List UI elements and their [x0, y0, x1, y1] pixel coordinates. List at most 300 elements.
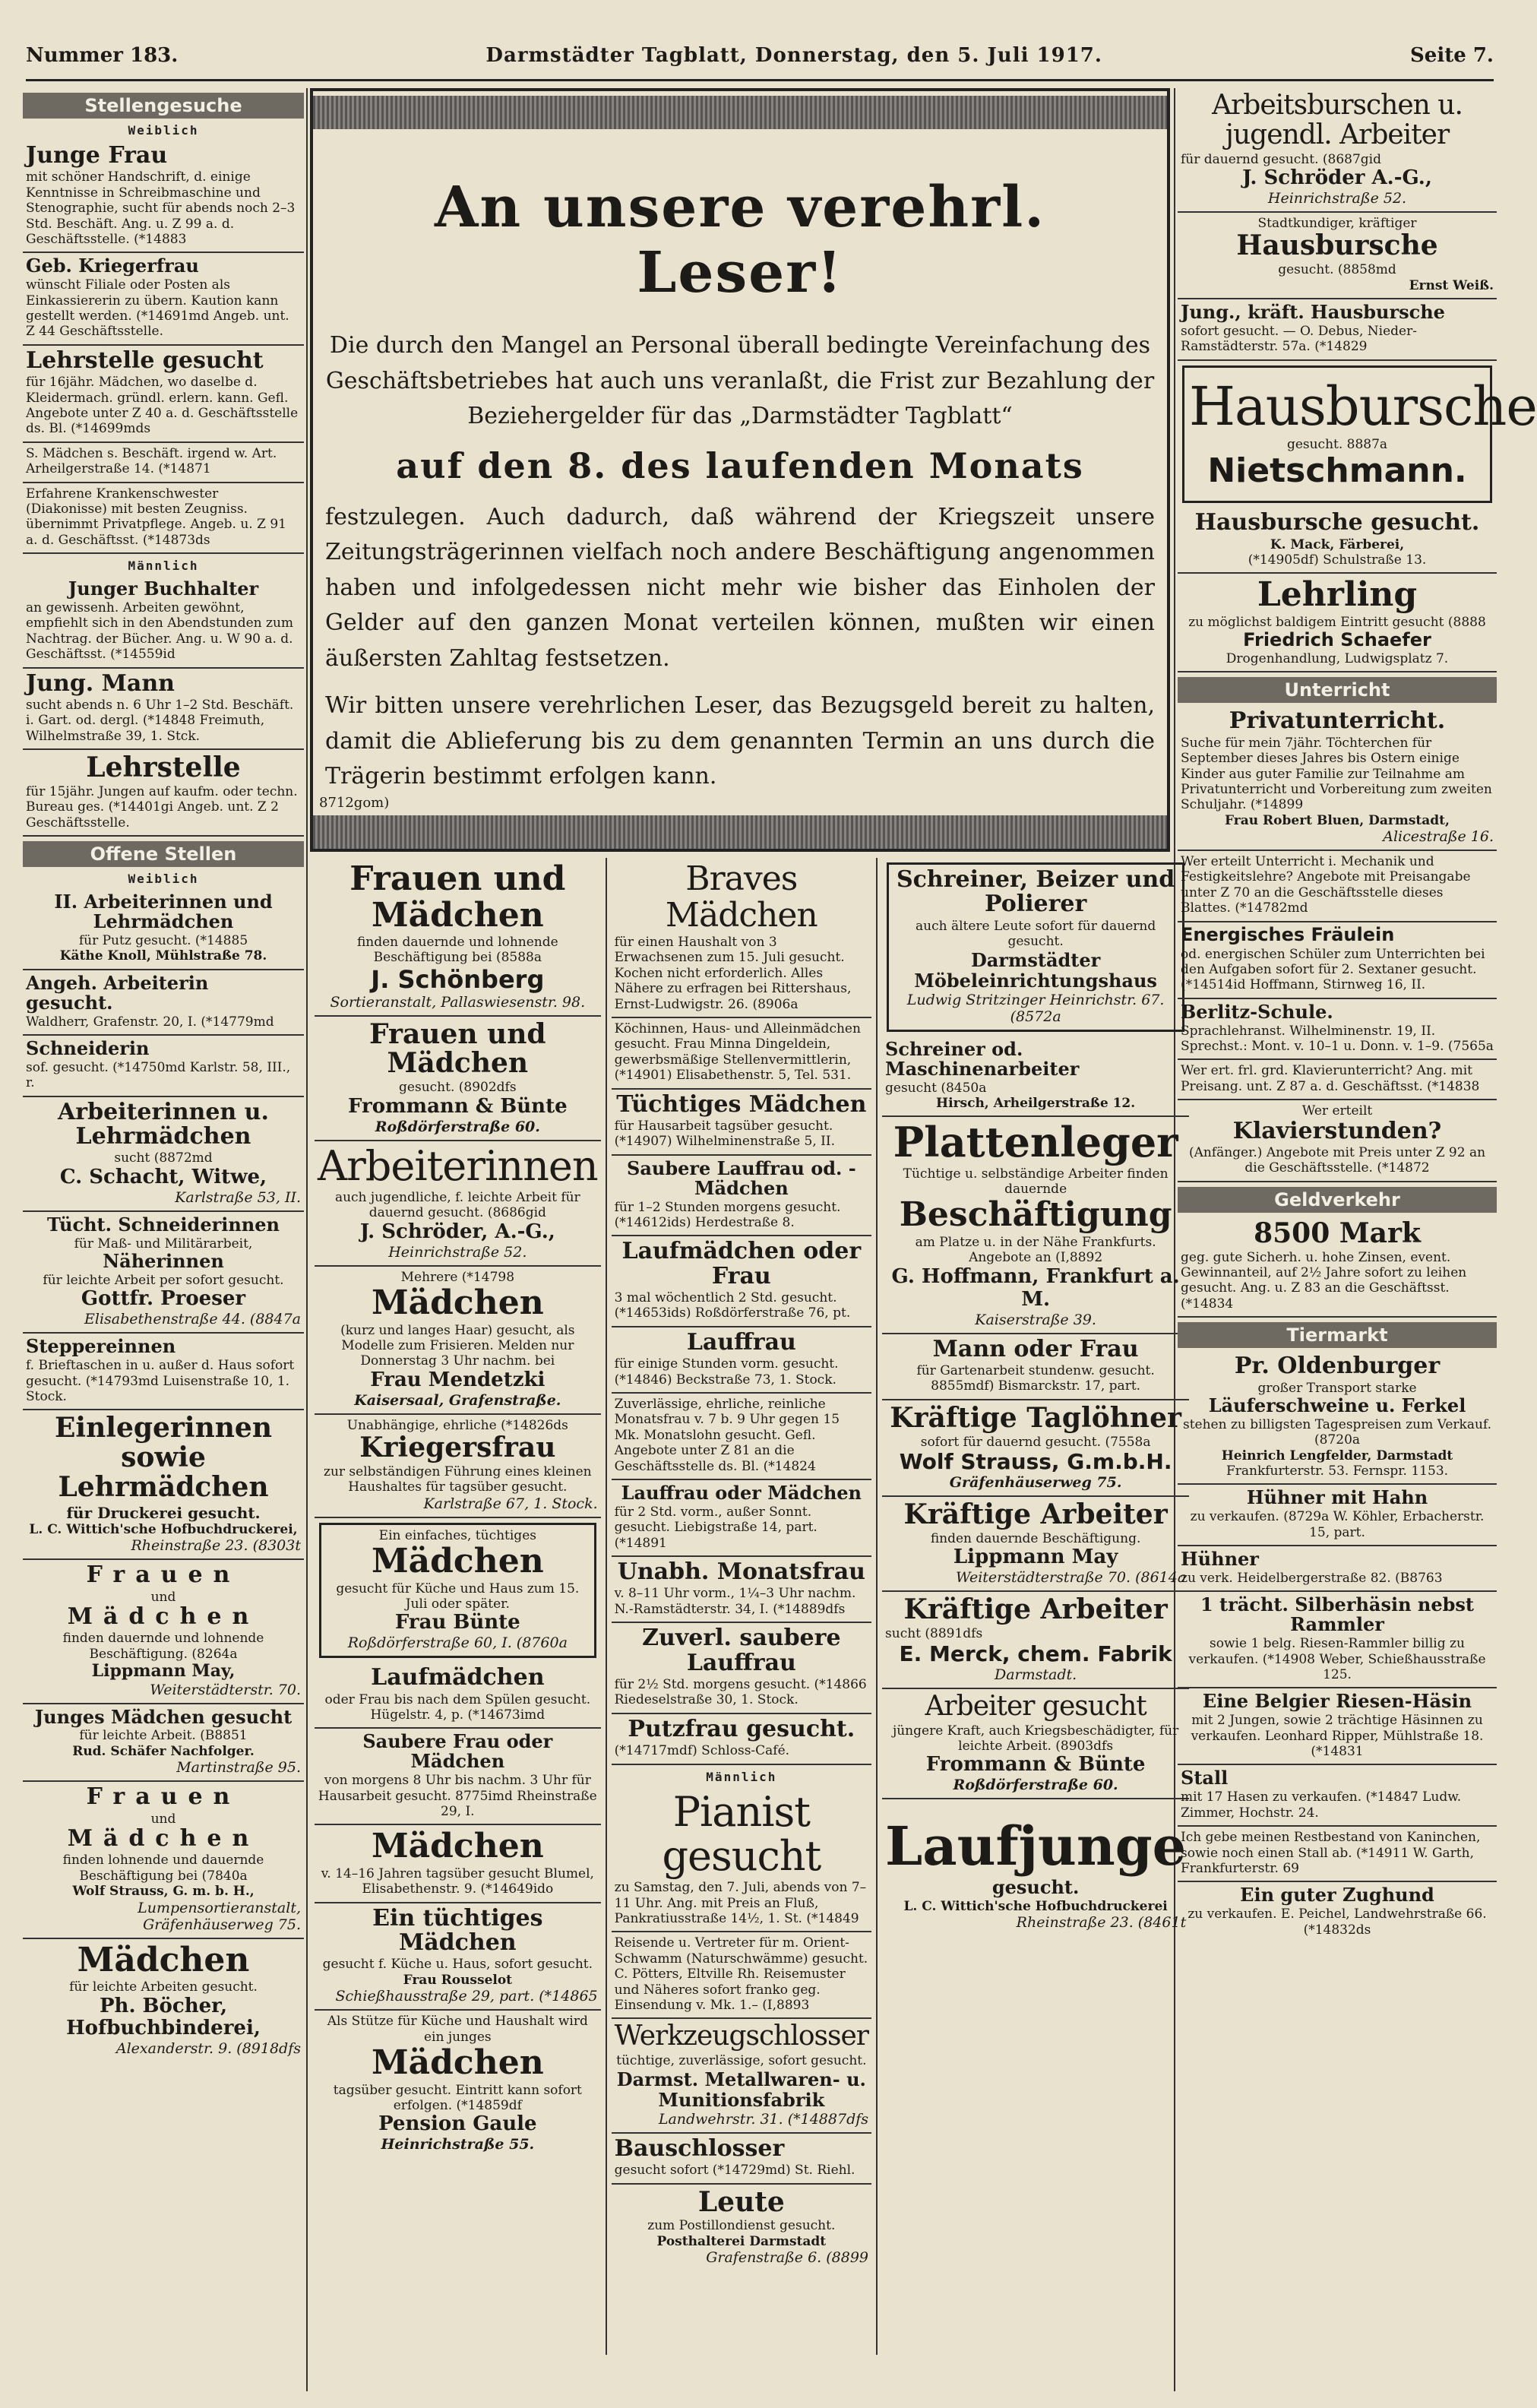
ad-address: Kaiserstraße 39. [975, 1311, 1096, 1328]
middle-column [310, 88, 1187, 2391]
classified-ad [315, 1663, 601, 1729]
ad-body: 3 mal wöchentlich 2 Std. gesucht. (*14653ids) Roßdörferstraße 76, pt. [614, 1290, 851, 1321]
ad-address: Alicestraße 16. [1383, 828, 1494, 846]
ad-body: Wer erteilt Unterricht i. Mechanik und Festigkeitslehre? Angebote mit Preisangabe unter Z 70 an die Geschäftsstelle dieses Blattes. (*14782md [1181, 854, 1471, 916]
ad-body: am Platze u. in der Nähe Frankfurts. Angebote an (I,8892 [915, 1234, 1156, 1266]
right-column [1178, 88, 1537, 2391]
ad-body: v. 14–16 Jahren tagsüber gesucht Blumel, Elisabethenstr. 9. (*14649ido [321, 1865, 594, 1897]
ad-head: Klavierstunden? [1232, 1117, 1442, 1144]
issue-number: Nummer 183. [26, 44, 179, 67]
ad-body: Ich gebe meinen Restbestand von Kaninchen, sowie noch einen Stall ab. (*14911 W. Garth, Frankfurterstr. 69 [1181, 1830, 1481, 1876]
ad-head: Kräftige Arbeiter [903, 1593, 1168, 1626]
classified-ad [882, 1400, 1189, 1497]
ad-firm: Ernst Weiß. [1409, 277, 1494, 293]
ad-body: für leichte Arbeiten gesucht. [69, 1979, 258, 1995]
ad-body: und [150, 1589, 176, 1605]
ad-head: Privatunterricht. [1229, 707, 1446, 735]
ad-body: finden dauernde und lohnende Beschäftigung bei (8588a [356, 935, 558, 966]
ad-head: Jung., kräft. Hausbursche [1181, 301, 1445, 324]
classified-ad [1178, 1485, 1497, 1546]
classified-ad [612, 1090, 871, 1156]
ad-head: Hühner mit Hahn [1246, 1486, 1428, 1509]
ad-pre: Mehrere (*14798 [400, 1269, 515, 1285]
ad-head: Saubere Frau oder Mädchen [362, 1730, 553, 1773]
ad-body: od. energischen Schüler zum Unterrichten bei den Aufgaben sofort für 2. Sextaner gesucht. (*14514id Hoffmann, Stirnweg 16, II. [1181, 946, 1485, 993]
ad-body: für Putz gesucht. (*14885 [78, 933, 248, 948]
ad-head: Arbeitsburschen u. jugendl. Arbeiter [1212, 90, 1463, 150]
ad-body: tagsüber gesucht. Eintritt kann sofort erfolgen. (*14859df [333, 2082, 582, 2113]
ad-head: Energisches Fräulein [1181, 923, 1395, 945]
classified-ad [1178, 1765, 1497, 1827]
classified-ad [882, 1592, 1189, 1688]
ad-body: an gewissenh. Arbeiten gewöhnt, empfiehlt sich in den Abendstunden zum Nachtrag. der Bücher. Ang. u. W 90 a. d. Geschäftsst. (*14559id [26, 600, 294, 663]
ad-head: Werkzeugschlosser [614, 2020, 869, 2052]
classified-ad [1178, 851, 1497, 922]
ad-body: zu möglichst baldigem Eintritt gesucht (8888 [1188, 614, 1486, 630]
classified-ad [612, 2134, 871, 2185]
ad-body: sucht (8891dfs [885, 1626, 983, 1642]
ad-body: Waldherr, Grafenstr. 20, I. (*14779md [26, 1014, 274, 1030]
page-number: Seite 7. [1410, 44, 1494, 67]
ad-firm: Frommann & Bünte [925, 1753, 1146, 1777]
ad-body: für einige Stunden vorm. gesucht. (*14846) Beckstraße 73, 1. Stock. [614, 1356, 839, 1388]
ad-address: Grafenstraße 6. (8899 [706, 2249, 869, 2267]
ad-body: gesucht sofort (*14729md) St. Riehl. [614, 2163, 855, 2179]
ad-head: Tüchtiges Mädchen [616, 1090, 867, 1118]
ad-body: zu verk. Heidelbergerstraße 82. (B8763 [1181, 1571, 1443, 1587]
ad-body: für Gartenarbeit stundenw. gesucht. 8855mdf) Bismarckstr. 17, part. [916, 1362, 1155, 1394]
classified-ad [23, 970, 304, 1036]
ad-head: Lauffrau [686, 1328, 796, 1356]
ad-firm: Hirsch, Arheilgerstraße 12. [936, 1095, 1136, 1111]
classified-ad [887, 862, 1184, 1032]
ad-head: Braves Mädchen [665, 859, 818, 935]
ad-head: Einlegerinnen sowie Lehrmädchen [54, 1412, 272, 1504]
classified-ad [882, 1689, 1189, 1800]
ad-body: gesucht. (8902dfs [399, 1080, 517, 1096]
ad-head: Hausbursche gesucht. [1194, 509, 1480, 536]
classified-ad [612, 1623, 871, 1714]
classified-ad [612, 1156, 871, 1237]
ad-head: Bauschlosser [614, 2134, 785, 2162]
ad-body: auch ältere Leute sofort für dauernd gesucht. [916, 918, 1156, 950]
ad-head: Eine Belgier Riesen-Häsin [1202, 1690, 1472, 1713]
ad-firm: Gottfr. Proeser [81, 1287, 246, 1311]
ad-head: Mädchen [67, 1603, 260, 1631]
ad-firm: Nietschmann. [1207, 451, 1467, 490]
ad-firm: Frau Rousselot [403, 1972, 513, 1988]
ad-body: f. Brieftaschen in u. außer d. Haus sofort gesucht. (*14793md Luisenstraße 10, 1. Stock. [26, 1358, 295, 1404]
ad-firm: Darmstädter Möbeleinrichtungshaus [914, 948, 1157, 992]
ad-firm: Käthe Knoll, Mühlstraße 78. [59, 948, 267, 964]
classified-ad [23, 1704, 304, 1783]
ad-body: sofort gesucht. — O. Debus, Nieder-Ramstädterstr. 57a. (*14829 [1181, 323, 1417, 355]
classified-ad [612, 1394, 871, 1480]
ad-body: für 16jähr. Mädchen, wo daselbe d. Kleidermach. gründl. erlern. kann. Gefl. Angebote unter Z 40 a. d. Geschäftsstelle ds. Bl. (*14699mds [26, 375, 299, 437]
ad-body: finden lohnende und dauernde Beschäftigung bei (7840a [62, 1853, 264, 1884]
classified-ad [23, 253, 304, 345]
classified-ad [1178, 1060, 1497, 1100]
classified-ad [315, 1415, 601, 1518]
ad-body: Tüchtige u. selbständige Arbeiter finden dauernde [903, 1166, 1169, 1198]
ad-head: Kriegersfrau [359, 1431, 556, 1463]
ad-head: Arbeiterinnen [318, 1141, 598, 1190]
ad-body: Zuverlässige, ehrliche, reinliche Monatsfrau v. 7 b. 9 Uhr gegen 15 Mk. Monatslohn gesucht. Gefl. Angebote unter Z 81 an die Geschäftsstelle ds. Bl. (*14824 [614, 1397, 840, 1474]
ad-head: II. Arbeiterinnen und Lehrmädchen [54, 891, 273, 933]
classified-ad [23, 443, 304, 483]
ad-firm: Frommann & Bünte [348, 1094, 568, 1118]
classified-ad [1178, 574, 1497, 672]
classified-ad [612, 2019, 871, 2133]
notice-code: 8712gom) [319, 795, 390, 811]
classified-ad [1178, 1688, 1497, 1765]
classified-ad [23, 1212, 304, 1334]
classified-ad [612, 1327, 871, 1394]
notice-bottom-bar [313, 815, 1167, 849]
ad-body: für dauernd gesucht. (8687gid [1181, 151, 1381, 167]
ad-address: Heinrichstraße 55. [381, 2136, 535, 2153]
ad-firm: Friedrich Schaefer [1243, 629, 1431, 651]
ad-body: gesucht. 8887a [1286, 437, 1388, 453]
ad-body: und [150, 1811, 176, 1827]
ad-head: Frauen [86, 1783, 241, 1811]
notice-deadline: auf den 8. des laufenden Monats [396, 445, 1084, 486]
ad-address: Roßdörferstraße 60. [953, 1777, 1118, 1794]
ad-body: für Hausarbeit tagsüber gesucht. (*14907) Wilhelminenstraße 5, II. [614, 1118, 835, 1150]
left-column [23, 88, 304, 2391]
ad-firm: Lippmann May, [91, 1661, 236, 1682]
classified-ad [315, 1017, 601, 1141]
ad-body: jüngere Kraft, auch Kriegsbeschädigter, für leichte Arbeit. (8903dfs [892, 1723, 1179, 1755]
classified-ad [1178, 299, 1497, 361]
ad-body: sofort für dauernd gesucht. (7558a [920, 1434, 1151, 1450]
notice-title: An unsere verehrl. Leser! [435, 175, 1045, 305]
classified-ad [1178, 1882, 1497, 1942]
classified-ad [315, 858, 601, 1017]
notice-top-bar [313, 96, 1167, 129]
classified-ad [612, 1557, 871, 1623]
ad-pre: Als Stütze für Küche und Haushalt wird ein junges [327, 2014, 588, 2045]
ad-body: wünscht Filiale oder Posten als Einkassiererin zu übern. Kaution kann gestellt werden. (*14691md Angeb. unt. Z 44 Geschäftsstelle. [26, 277, 289, 340]
classified-ad [1178, 706, 1497, 851]
column-divider [306, 88, 308, 2391]
ad-head: Pr. Oldenburger [1234, 1353, 1441, 1380]
ad-body: Sprachlehranst. Wilhelminenstr. 19, II. Sprechst.: Mont. v. 10–1 u. Donn. v. 1–9. (7565a [1181, 1023, 1494, 1054]
subhead-maennlich: Männlich [128, 558, 199, 574]
ad-body: zur selbständigen Führung eines kleinen Haushaltes für tagsüber gesucht. [324, 1463, 592, 1495]
classified-ad [23, 889, 304, 970]
ad-head: Ein guter Zughund [1240, 1884, 1434, 1906]
ad-body: für Druckerei gesucht. [66, 1503, 261, 1522]
subcolumn-1 [310, 858, 607, 2355]
classified-ad [612, 1787, 871, 1933]
ad-firm: Frau Mendetzki [370, 1368, 546, 1391]
ad-address: Alexanderstr. 9. (8918dfs [115, 2040, 301, 2058]
ad-address: Gräfenhäuserweg 75. [949, 1474, 1122, 1492]
classified-ad [1178, 1216, 1497, 1318]
ad-address: Weiterstädterstraße 70. (8614a [955, 1569, 1187, 1587]
ad-head: Hausbursche [1189, 375, 1537, 438]
classified-ad [23, 1334, 304, 1410]
section-tiermarkt: Tiermarkt [1178, 1322, 1497, 1348]
ad-head: Putzfrau gesucht. [628, 1715, 855, 1742]
ad-head: Berlitz-Schule. [1181, 1000, 1333, 1023]
ad-firm: C. Schacht, Witwe, [59, 1165, 267, 1188]
ad-firm: Ph. Böcher, Hofbuchbinderei, [66, 1994, 261, 2040]
ad-body: Wer ert. frl. grd. Klavierunterricht? Ang. mit Preisang. unt. Z 87 a. d. Geschäftsst. (*14838 [1181, 1063, 1480, 1094]
ad-head: Stall [1181, 1767, 1229, 1789]
ad-address: Frankfurterstr. 53. Fernspr. 1153. [1225, 1463, 1449, 1479]
ad-body: (*14717mdf) Schloss-Café. [614, 1743, 790, 1759]
ad-firm: L. C. Wittich'sche Hofbuchdruckerei [903, 1898, 1168, 1914]
ad-address: Roßdörferstraße 60. [375, 1118, 540, 1135]
ad-address: Karlstraße 67, 1. Stock. [423, 1495, 598, 1512]
ad-address: Landwehrstr. 31. (*14887dfs [658, 2110, 869, 2128]
ad-head: Lauffrau oder Mädchen [621, 1482, 862, 1504]
ad-head: Hühner [1181, 1548, 1259, 1571]
ad-address: Heinrichstraße 52. [1267, 190, 1407, 207]
ad-head: Tücht. Schneiderinnen [47, 1213, 280, 1236]
ad-head: Mädchen [67, 1825, 260, 1853]
classified-ad [612, 1018, 871, 1090]
ad-firm: L. C. Wittich'sche Hofbuchdruckerei, [29, 1521, 298, 1537]
ad-firm: Lippmann May [953, 1546, 1118, 1569]
ad-body: großer Transport starke [1257, 1380, 1417, 1396]
ad-body: mit 2 Jungen, sowie 2 trächtige Häsinnen zu verkaufen. Leonhard Ripper, Mühlstraße 18. (*14831 [1191, 1713, 1484, 1760]
classified-ad [882, 1799, 1189, 1935]
ad-body: sucht (8872md [114, 1150, 213, 1166]
ad-head: Kräftige Taglöhner [890, 1401, 1181, 1434]
classified-ad [315, 1267, 601, 1415]
notice-paragraph: festzulegen. Auch dadurch, daß während der Kriegszeit unsere Zeitungsträgerinnen vielfach noch andere Beschäftigung angenommen haben und infolgedessen nicht mehr wie bisher das Einholen der Gelder auf den ganzen Monat verteilen können, mußten wir einen äußersten Zahltag festsetzen. [325, 503, 1155, 672]
ad-body: für 15jähr. Jungen auf kaufm. oder techn. Bureau ges. (*14401gi Angeb. unt. Z 2 Geschäftsstelle. [26, 784, 298, 831]
ad-body: von morgens 8 Uhr bis nachm. 3 Uhr für Hausarbeit gesucht. 8775imd Rheinstraße 29, I. [318, 1773, 597, 1819]
ad-head: Beschäftigung [899, 1195, 1172, 1235]
ad-head: Hausbursche [1236, 229, 1438, 262]
classified-ad [1178, 922, 1497, 999]
classified-ad [315, 2011, 601, 2157]
section-geldverkehr: Geldverkehr [1178, 1187, 1497, 1213]
ad-head: 1 trächt. Silberhäsin nebst Rammler [1200, 1593, 1474, 1636]
ad-head: Arbeiter gesucht [925, 1690, 1146, 1722]
ad-head: Leute [697, 2185, 785, 2218]
ad-head: Frauen und Mädchen [349, 859, 566, 935]
ad-body: für 2 Std. vorm., außer Sonnt. gesucht. Liebigstraße 14, part. (*14891 [614, 1504, 818, 1551]
ad-address: Ludwig Stritzinger Heinrichstr. 67. (8572a [906, 991, 1165, 1025]
ad-head: Arbeiterinnen u. Lehrmädchen [58, 1098, 269, 1150]
ad-head: Pianist gesucht [662, 1787, 821, 1880]
ad-firm: Heinrich Lengfelder, Darmstadt [1221, 1448, 1453, 1463]
ad-firm: Posthalterei Darmstadt [656, 2233, 827, 2249]
ad-body: zum Postillondienst gesucht. [647, 2218, 836, 2234]
ad-body: (kurz und langes Haar) gesucht, als Modelle zum Frisieren. Melden nur Donnerstag 3 Uhr nachm. bei [340, 1322, 575, 1369]
ad-body: für 1–2 Stunden morgens gesucht. (*14612ids) Herdestraße 8. [614, 1199, 841, 1230]
classified-ad [612, 1932, 871, 2019]
classified-ad [882, 1334, 1189, 1400]
ad-firm: E. Merck, chem. Fabrik [899, 1641, 1172, 1666]
ad-head: Steppereinnen [26, 1335, 176, 1358]
classified-ad [23, 1782, 304, 1938]
ad-body: zu Samstag, den 7. Juli, abends von 7–11 Uhr. Ang. mit Preis an Fluß, Pankratiusstraße 14½, 1. St. (*14849 [614, 1880, 867, 1926]
ad-body: Köchinnen, Haus- und Alleinmädchen gesucht. Frau Minna Dingeldein, gewerbsmäßige Stellenvermittlerin, (*14901) Elisabethenstr. 5, Tel. 531. [614, 1020, 861, 1084]
classified-ad [1178, 1546, 1497, 1592]
ad-body: gesucht. (8858md [1278, 262, 1396, 278]
subhead-weiblich: Weiblich [128, 123, 199, 138]
classified-ad [1178, 1592, 1497, 1688]
ad-body: Reisende u. Vertreter für m. Orient-Schwamm (Naturschwämme) gesucht. C. Pötters, Eltville Rh. Reisemuster und Näheres sofort franko geg. Einsendung v. Mk. 1.– (I,8893 [614, 1935, 868, 2013]
section-stellengesuche: Stellengesuche [23, 93, 304, 119]
ad-body: stehen zu billigsten Tagespreisen zum Verkauf. (8720a [1182, 1416, 1492, 1448]
ad-head: Frauen und Mädchen [369, 1017, 546, 1080]
ad-pre: Stadtkundiger, kräftiger [1257, 216, 1417, 232]
ad-body: finden dauernde Beschäftigung. [930, 1531, 1141, 1547]
ad-body: für einen Haushalt von 3 Erwachsenen zum 15. Juli gesucht. Kochen nicht erforderlich. Alles Nähere zu erfragen bei Rittershaus, Ernst-Ludwigstr. 26. (8906a [614, 935, 852, 1012]
ad-body: v. 8–11 Uhr vorm., 1¼–3 Uhr nachm. N.-Ramstädterstr. 34, I. (*14889dfs [614, 1586, 856, 1617]
ad-pre: Wer erteilt [1301, 1103, 1373, 1119]
ad-head: Angeh. Arbeiterin gesucht. [26, 971, 209, 1014]
ad-head: Junges Mädchen gesucht [34, 1705, 293, 1728]
ad-firm: Wolf Strauss, G.m.b.H. [899, 1448, 1172, 1474]
ad-head: Unabh. Monatsfrau [617, 1558, 865, 1586]
ad-head: Frauen [86, 1562, 241, 1589]
ad-head: Mann oder Frau [932, 1335, 1139, 1362]
ad-head: Junger Buchhalter [68, 577, 259, 600]
top-rule [26, 79, 1494, 81]
classified-ad [1178, 1100, 1497, 1182]
ad-firm: Frau Bünte [394, 1611, 520, 1634]
subcolumn-2 [607, 858, 878, 2355]
ad-body: S. Mädchen s. Beschäft. irgend w. Art. Arheilgerstraße 14. (*14871 [26, 445, 277, 477]
ad-body: gesucht (8450a [885, 1080, 987, 1096]
ad-body: Suche für mein 7jähr. Töchterchen für September dieses Jahres bis Ostern einige Kinder aus guter Familie zur Teilnahme am Privatunterricht und Vorbereitung zum zweiten Schuljahr. (*14899 [1181, 735, 1492, 813]
ad-body: finden dauernde und lohnende Beschäftigung. (8264a [62, 1631, 264, 1662]
classified-ad [23, 141, 304, 253]
ad-firm: K. Mack, Färberei, [1270, 536, 1405, 552]
ad-head: Schneiderin [26, 1036, 150, 1059]
ad-head: Näherinnen [103, 1250, 224, 1273]
ad-body: sof. gesucht. (*14750md Karlstr. 58, III., r. [26, 1059, 291, 1091]
ad-address: Karlstraße 53, II. [175, 1188, 301, 1206]
classified-ad [315, 1729, 601, 1825]
ad-firm: G. Hoffmann, Frankfurt a. M. [891, 1264, 1180, 1311]
classified-ad [23, 750, 304, 837]
classified-ad [1178, 1827, 1497, 1882]
classified-ad [1178, 1351, 1497, 1485]
ad-address: Heinrichstraße 52. [388, 1243, 527, 1261]
ad-firm: Darmst. Metallwaren- u. Munitionsfabrik [616, 2068, 866, 2112]
ad-head: Mädchen [77, 1940, 250, 1979]
ad-head: Mädchen [371, 1827, 544, 1866]
ad-head: Mädchen [371, 1283, 544, 1323]
classified-ad [23, 1939, 304, 2062]
masthead: Darmstädter Tagblatt, Donnerstag, den 5. Juli 1917. [485, 44, 1102, 67]
ad-head: Schreiner od. Maschinenarbeiter [885, 1037, 1080, 1080]
classified-ad [315, 1141, 601, 1267]
ad-body: (Anfänger.) Angebote mit Preis unter Z 92 an die Geschäftsstelle. (*14872 [1188, 1144, 1486, 1176]
classified-ad [612, 858, 871, 1018]
ad-head: Laufmädchen [371, 1664, 545, 1691]
classified-ad [23, 1036, 304, 1097]
ad-head: Lehrling [1257, 575, 1418, 615]
ad-head: Läuferschweine u. Ferkel [1208, 1394, 1466, 1416]
ad-address: Elisabethenstraße 44. (8847a [84, 1311, 301, 1328]
subhead-weiblich: Weiblich [128, 872, 199, 887]
classified-ad [612, 1480, 871, 1557]
ad-address: Sortieranstalt, Pallaswiesenstr. 98. [330, 993, 586, 1011]
ad-head: Laufjunge [885, 1815, 1187, 1878]
classified-ad [315, 1825, 601, 1903]
ad-head: Mädchen [371, 1542, 544, 1581]
classified-ad [882, 1036, 1189, 1118]
ad-firm: J. Schröder A.-G., [1242, 166, 1432, 190]
ad-head: Kräftige Arbeiter [903, 1498, 1168, 1531]
ad-address: (*14905df) Schulstraße 13. [1248, 552, 1427, 568]
classified-ad [23, 1410, 304, 1560]
ad-firm: J. Schönberg [371, 964, 545, 994]
ad-body: auch jugendliche, f. leichte Arbeit für dauernd gesucht. (8686gid [334, 1189, 580, 1221]
ad-address: Schießhausstraße 29, part. (*14865 [335, 1988, 598, 2005]
ad-body: mit schöner Handschrift, d. einige Kenntnisse in Schreibmaschine und Stenographie, sucht für abends noch 2–3 Std. Beschäft. Ang. u. Z 99 a. d. Geschäftsstelle. (*14883 [26, 169, 296, 247]
notice-paragraph: Die durch den Mangel an Personal überall bedingte Vereinfachung des Geschäftsbetriebes hat auch uns veranlaßt, die Frist zur Bezahlung der Beziehergelder für das „Darmstädter Tagblatt“ [325, 332, 1155, 429]
running-head [26, 36, 1494, 74]
subhead-maennlich: Männlich [706, 1769, 777, 1784]
subcolumn-3 [878, 858, 1194, 2355]
ad-address: Lumpensortieranstalt, Gräfenhäuserweg 75. [138, 1899, 301, 1933]
classified-ad [1178, 213, 1497, 299]
classified-ad [23, 576, 304, 668]
ad-body: für leichte Arbeit per sofort gesucht. [43, 1272, 284, 1288]
classified-ad [23, 1560, 304, 1704]
ad-pre: Ein einfaches, tüchtiges [378, 1527, 536, 1543]
ad-head: Lehrstelle [86, 752, 241, 784]
ad-body: Erfahrene Krankenschwester (Diakonisse) mit besten Zeugniss. übernimmt Privatpflege. Angeb. u. Z 91 a. d. Geschäftsst. (*14873ds [26, 486, 286, 548]
ad-head: Zuverl. saubere Lauffrau [642, 1625, 841, 1676]
ad-pre: Unabhängige, ehrliche (*14826ds [346, 1417, 568, 1433]
ad-firm: Wolf Strauss, G. m. b. H., [72, 1884, 255, 1900]
ad-head: 8500 Mark [1254, 1217, 1421, 1249]
ad-head: Schreiner, Beizer und Polierer [896, 866, 1175, 918]
ad-address: Rheinstraße 23. (8461t [1016, 1914, 1187, 1932]
ad-head: Laufmädchen oder Frau [621, 1238, 862, 1289]
classified-ad [1178, 508, 1497, 574]
ad-address: Martinstraße 95. [176, 1759, 301, 1777]
classified-ad [1182, 365, 1537, 504]
ad-head: Saubere Lauffrau od. -Mädchen [626, 1157, 856, 1199]
ad-firm: Pension Gaule [378, 2112, 537, 2136]
ad-firm: Frau Robert Bluen, Darmstadt, [1225, 812, 1450, 828]
ad-body: zu verkaufen. (8729a W. Köhler, Erbacherstr. 15, part. [1190, 1509, 1485, 1540]
ad-head: Geb. Kriegerfrau [26, 255, 199, 277]
ad-address: Roßdörferstraße 60, I. (8760a [347, 1634, 568, 1652]
ad-address: Drogenhandlung, Ludwigsplatz 7. [1225, 650, 1449, 666]
classified-ad [882, 1117, 1189, 1334]
classified-ad [882, 1497, 1189, 1592]
classified-ad [319, 1523, 596, 1659]
ad-head: Lehrstelle gesucht [26, 346, 264, 374]
notice-paragraph: Wir bitten unsere verehrlichen Leser, das Bezugsgeld bereit zu halten, damit die Ablieferung bis zu dem genannten Termin an uns durch die Trägerin bestimmt erfolgen kann. [325, 692, 1155, 789]
ad-body: mit 17 Hasen zu verkaufen. (*14847 Ludw. Zimmer, Hochstr. 24. [1181, 1789, 1462, 1821]
ad-body: für Maß- und Militärarbeit, [74, 1236, 253, 1251]
ad-body: geg. gute Sicherh. u. hohe Zinsen, event. Gewinnanteil, auf 2½ Jahre sofort zu leihen gesucht. Ang. u. Z 83 an die Geschäftsst. (*14834 [1181, 1249, 1467, 1312]
ad-body: für leichte Arbeit. (B8851 [79, 1728, 248, 1744]
ad-address: Darmstadt. [995, 1666, 1077, 1683]
reader-notice [310, 88, 1170, 852]
classified-ad [23, 1097, 304, 1212]
classified-ad [1178, 999, 1497, 1061]
ad-body: gesucht. [991, 1875, 1080, 1898]
ad-firm: J. Schröder, A.-G., [359, 1220, 555, 1243]
ad-body: für 2½ Std. morgens gesucht. (*14866 Riedeselstraße 30, 1. Stock. [614, 1677, 867, 1708]
